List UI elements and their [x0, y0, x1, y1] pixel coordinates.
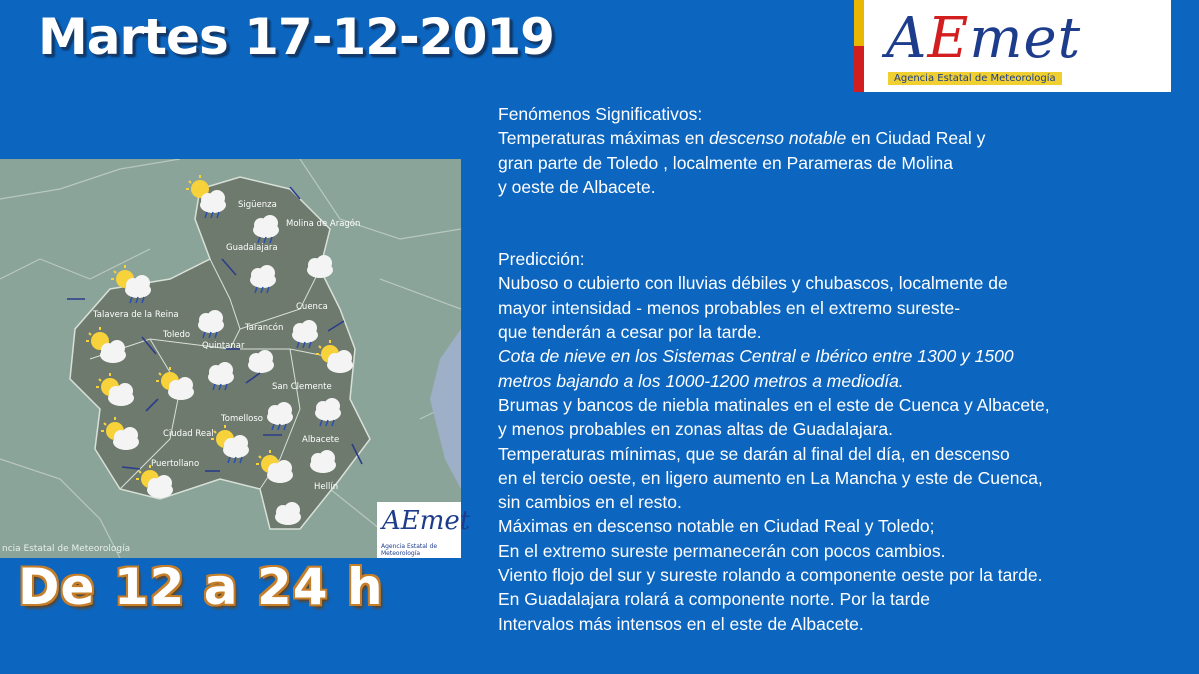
fenomenos-heading: Fenómenos Significativos:: [498, 104, 703, 124]
prediccion-heading: Predicción:: [498, 249, 585, 270]
snow-line: metros bajando a los 1000-1200 metros a mediodía.: [498, 370, 904, 391]
prediccion-line: Viento flojo del sur y sureste rolando a componente oeste por la tarde.: [498, 565, 1043, 586]
aemet-logo: [854, 0, 1171, 92]
label-toledo: Toledo: [163, 330, 191, 340]
map-logo: [377, 502, 471, 558]
label-puertollano: Puertollano: [151, 459, 200, 469]
label-san-clemente: San Clemente: [272, 382, 332, 392]
map-graphic: [0, 159, 461, 558]
prediccion-line: Intervalos más intensos en el este de Albacete.: [498, 613, 864, 634]
fenomenos-line-3: y oeste de Albacete.: [498, 176, 656, 197]
fenomenos-line-2: gran parte de Toledo , localmente en Parameras de Molina: [498, 152, 953, 173]
label-ciudad-real: Ciudad Real: [163, 429, 214, 439]
map-logo-wordmark: AEmet: [382, 506, 471, 536]
forecast-text: [498, 102, 1188, 636]
page-title: Martes 17-12-2019: [38, 8, 554, 66]
fenomenos-line-1: Temperaturas máximas en descenso notable en Ciudad Real y: [498, 128, 986, 149]
prediccion-line: y menos probables en zonas altas de Guadalajara.: [498, 419, 893, 440]
label-tomelloso: Tomelloso: [221, 414, 264, 424]
map-logo-subtitle: Agencia Estatal de Meteorología: [381, 543, 438, 557]
prediccion-line: Temperaturas mínimas, que se darán al final del día, en descenso: [498, 443, 1010, 464]
prediccion-line: Nuboso o cubierto con lluvias débiles y chubascos, localmente de: [498, 273, 1008, 294]
logo-subtitle: Agencia Estatal de Meteorología: [888, 72, 1062, 85]
label-guadalajara: Guadalajara: [226, 243, 278, 253]
prediccion-line: sin cambios en el resto.: [498, 492, 682, 513]
prediccion-line: mayor intensidad - menos probables en el extremo sureste-: [498, 297, 961, 318]
prediccion-line: En el extremo sureste permanecerán con pocos cambios.: [498, 540, 946, 561]
prediccion-line: que tenderán a cesar por la tarde.: [498, 322, 762, 343]
prediccion-line: en el tercio oeste, en ligero aumento en La Mancha y este de Cuenca,: [498, 467, 1043, 488]
label-quintanar: Quintanar: [202, 341, 245, 351]
label-tarancon: Tarancón: [245, 323, 284, 333]
label-siguenza: Sigüenza: [238, 200, 277, 210]
label-molina: Molina de Aragón: [286, 219, 361, 229]
label-hellin: Hellín: [314, 482, 339, 492]
prediccion-line: En Guadalajara rolará a componente norte. Por la tarde: [498, 589, 930, 610]
forecast-map: [0, 159, 461, 558]
label-albacete: Albacete: [302, 435, 340, 445]
label-talavera: Talavera de la Reina: [93, 310, 179, 320]
logo-wordmark: AEmet: [886, 6, 1082, 71]
snow-line: Cota de nieve en los Sistemas Central e Ibérico entre 1300 y 1500: [498, 346, 1014, 367]
prediccion-line: Brumas y bancos de niebla matinales en el este de Cuenca y Albacete,: [498, 394, 1050, 415]
label-cuenca: Cuenca: [296, 302, 328, 312]
period-label: De 12 a 24 h: [18, 558, 384, 616]
prediccion-line: Máximas en descenso notable en Ciudad Real y Toledo;: [498, 516, 935, 537]
logo-flag-stripe-red: [854, 46, 864, 92]
map-credit: ncia Estatal de Meteorología: [2, 544, 131, 554]
